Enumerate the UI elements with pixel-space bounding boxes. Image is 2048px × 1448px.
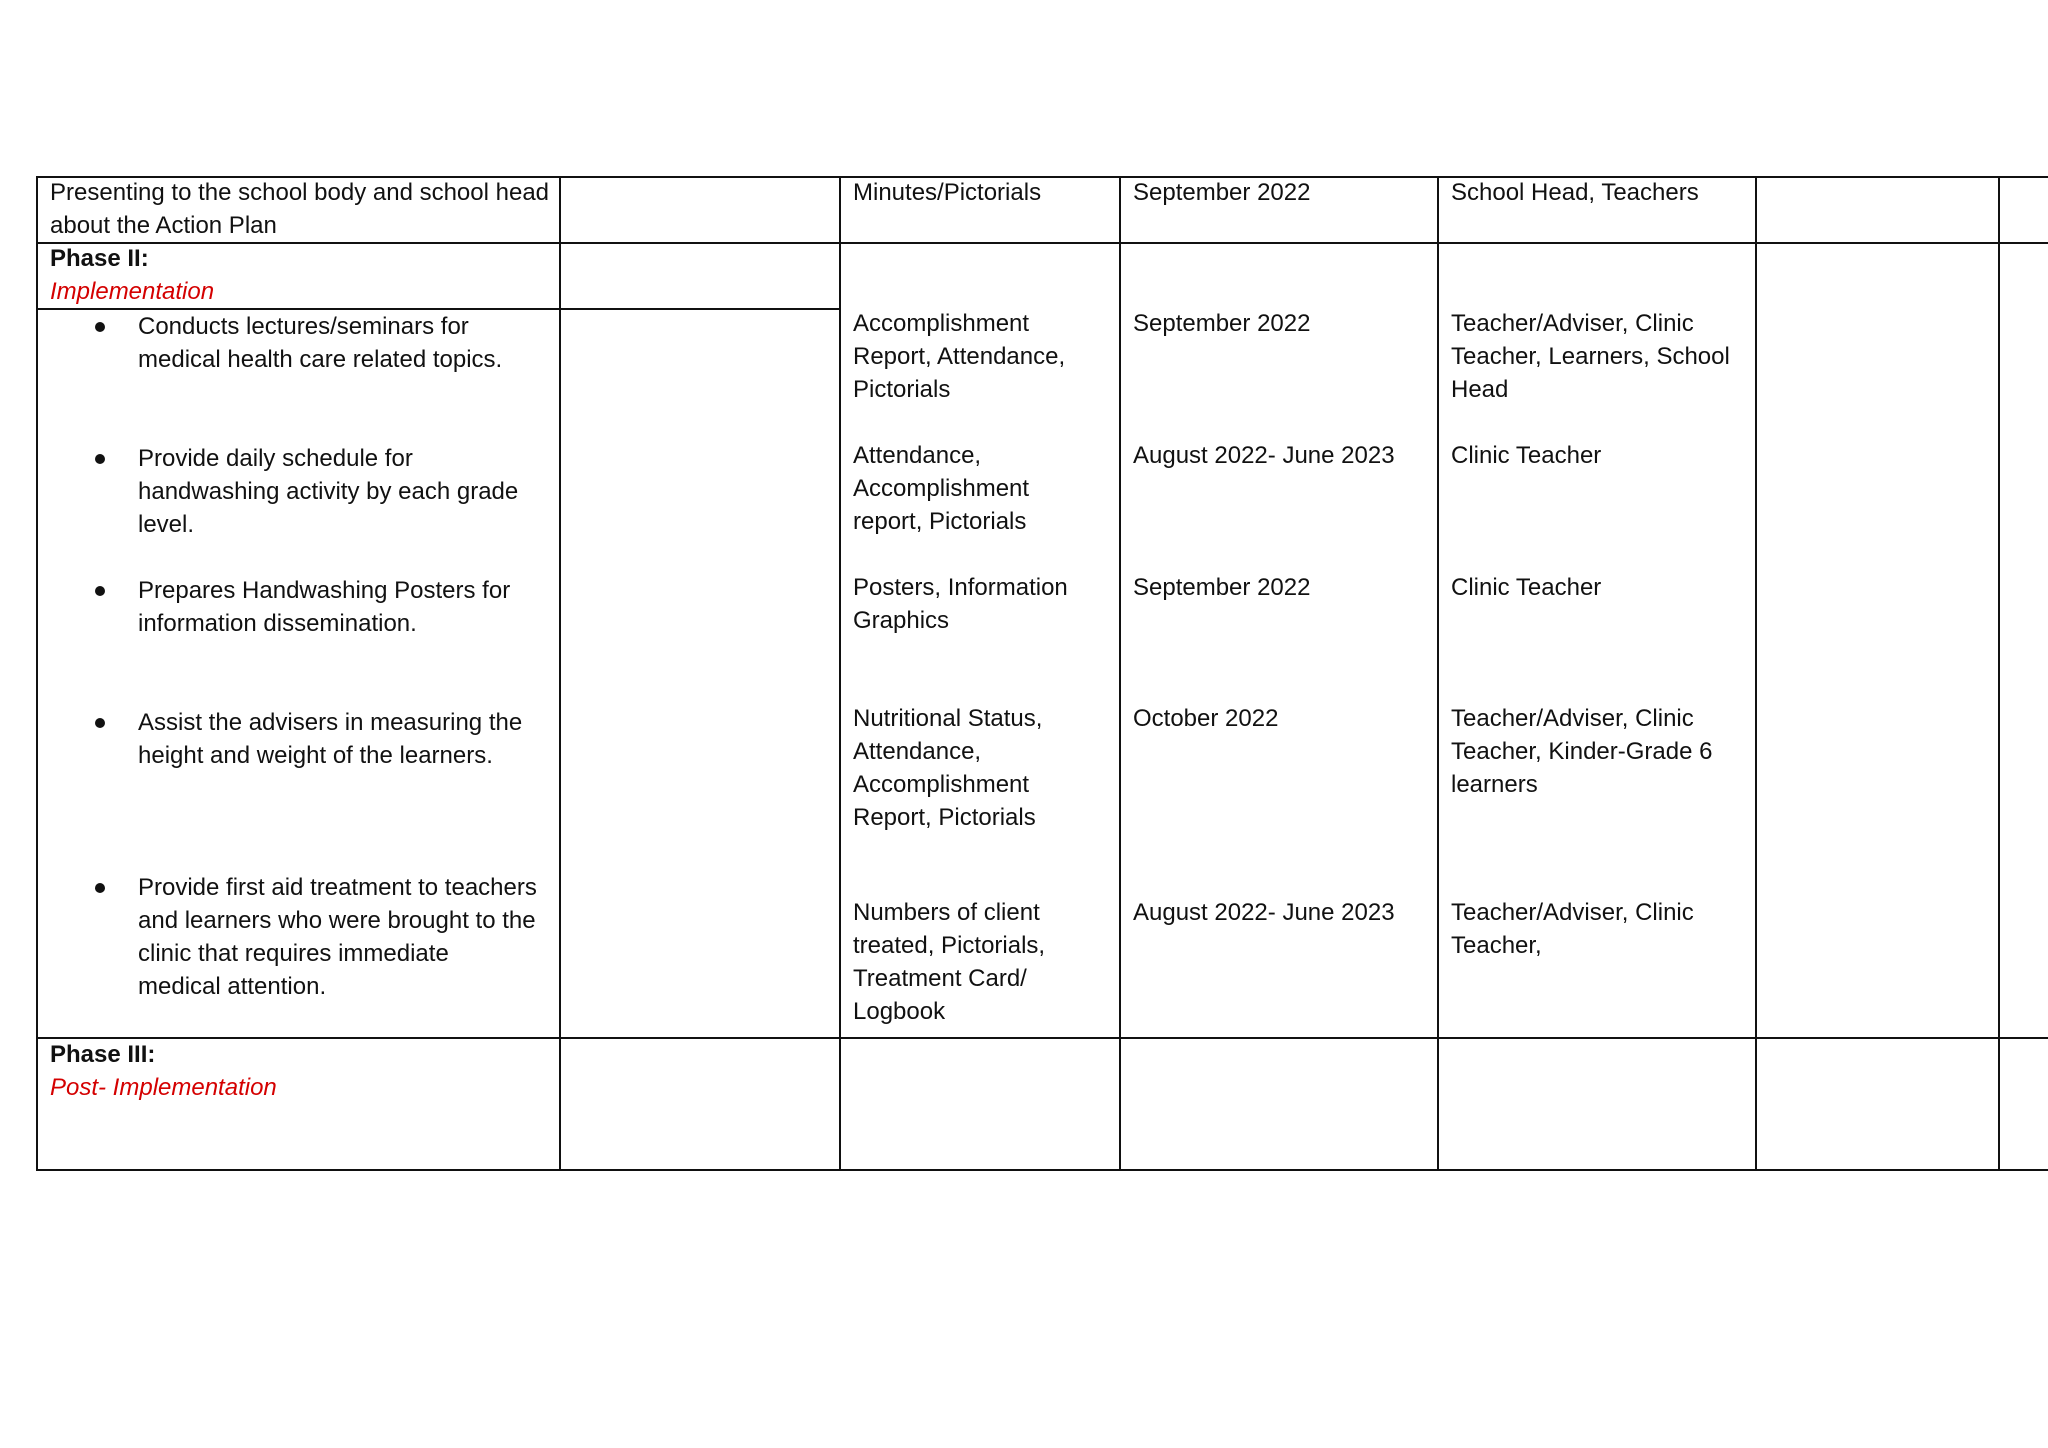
phase2-item-3-mov: Posters, Information Graphics: [853, 574, 1068, 634]
phase2-item-5-timeline: August 2022- June 2023: [1133, 899, 1395, 926]
phase3-subtitle: Post- Implementation: [50, 1074, 277, 1101]
bullet-icon: [95, 454, 105, 464]
phase2-item-1-timeline: September 2022: [1133, 310, 1311, 337]
phase2-item-3-persons: Clinic Teacher: [1451, 574, 1602, 601]
col-border-5: [1755, 176, 1757, 1171]
phase2-item-1-mov: Accomplishment Report, Attendance, Pictorials: [853, 310, 1066, 403]
phase2-title: Phase II:: [50, 245, 149, 272]
phase3-title: Phase III:: [50, 1041, 156, 1068]
phase2-item-1-activity: Conducts lectures/seminars for medical health care related topics.: [138, 313, 503, 373]
cell-presenting-timeline: September 2022: [1133, 179, 1311, 206]
phase2-item-4-timeline: October 2022: [1133, 705, 1279, 732]
phase2-item-4-persons: Teacher/Adviser, Clinic Teacher, Kinder-Grade 6 learners: [1451, 705, 1713, 798]
col-border-1: [559, 176, 561, 1171]
phase2-header: [50, 242, 550, 308]
table-border-bottom: [36, 1169, 2048, 1171]
bullet-icon: [95, 322, 105, 332]
phase2-item-3-timeline: September 2022: [1133, 574, 1311, 601]
phase3-header: [50, 1038, 550, 1104]
col-border-left: [36, 176, 38, 1171]
phase2-item-2-persons: Clinic Teacher: [1451, 442, 1602, 469]
bullet-icon: [95, 586, 105, 596]
phase2-item-2-mov: Attendance, Accomplishment report, Pictorials: [853, 442, 1030, 535]
phase2-item-5-persons: Teacher/Adviser, Clinic Teacher,: [1451, 899, 1694, 959]
col-border-6: [1998, 176, 2000, 1171]
col-border-2: [839, 176, 841, 1171]
phase2-item-4-mov: Nutritional Status, Attendance, Accomplishment Report, Pictorials: [853, 705, 1043, 831]
phase2-item-5-mov: Numbers of client treated, Pictorials, Treatment Card/ Logbook: [853, 899, 1046, 1025]
phase2-item-3-activity: Prepares Handwashing Posters for information dissemination.: [138, 577, 511, 637]
cell-presenting-persons: School Head, Teachers: [1451, 179, 1699, 206]
phase2-item-2-timeline: August 2022- June 2023: [1133, 442, 1395, 469]
bullet-icon: [95, 718, 105, 728]
phase2-item-4-activity: Assist the advisers in measuring the height and weight of the learners.: [138, 709, 523, 769]
phase2-item-5-activity: Provide first aid treatment to teachers and learners who were brought to the clinic that requires immediate medical attention.: [138, 874, 537, 1000]
phase2-subtitle: Implementation: [50, 278, 215, 305]
col-border-4: [1437, 176, 1439, 1171]
cell-presenting-mov: Minutes/Pictorials: [853, 179, 1042, 206]
col-border-3: [1119, 176, 1121, 1171]
cell-presenting-activity: Presenting to the school body and school head about the Action Plan: [50, 179, 550, 239]
phase2-item-2-activity: Provide daily schedule for handwashing activity by each grade level.: [138, 445, 519, 538]
bullet-icon: [95, 883, 105, 893]
phase2-item-1-persons: Teacher/Adviser, Clinic Teacher, Learners, School Head: [1451, 310, 1730, 403]
